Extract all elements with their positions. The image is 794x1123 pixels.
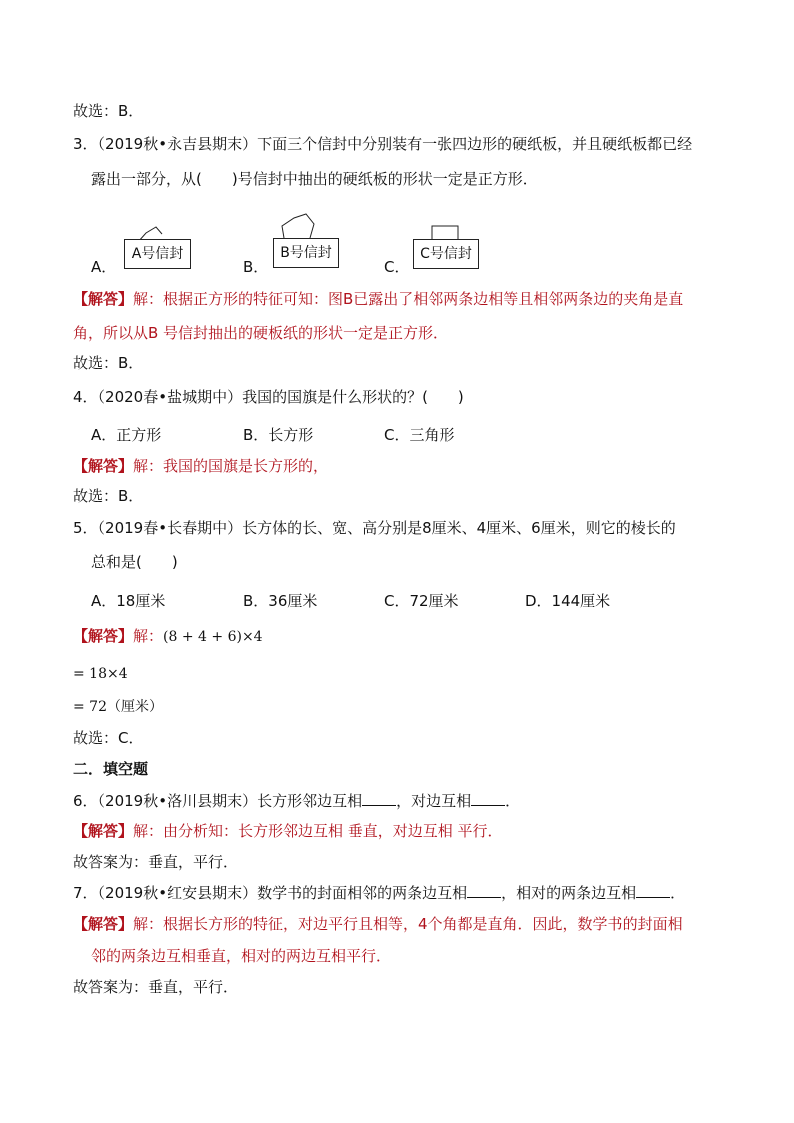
q3-option-a-label: A． bbox=[91, 258, 117, 276]
q7-blank-1[interactable] bbox=[467, 883, 501, 898]
answer-tag: 【解答】 bbox=[73, 627, 134, 645]
q5-stem-line1: 5．（2019春•长春期中）长方体的长、宽、高分别是8厘米、4厘米、6厘米，则它的棱长的 bbox=[73, 519, 676, 537]
q7-blank-2[interactable] bbox=[636, 883, 670, 898]
envelope-c-label: C号信封 bbox=[420, 246, 472, 262]
q5-stem-line2: 总和是( ) bbox=[91, 553, 178, 571]
q7-answer-line2: 邻的两条边互相垂直，相对的两边互相平行． bbox=[91, 947, 392, 965]
q6-conclusion: 故答案为：垂直，平行． bbox=[73, 853, 239, 871]
envelope-b-label: B号信封 bbox=[280, 245, 332, 261]
q3-conclusion: 故选：B． bbox=[73, 354, 144, 372]
q2-conclusion: 故选：B． bbox=[73, 102, 144, 120]
q3-stem-line1: 3．（2019秋•永吉县期末）下面三个信封中分别装有一张四边形的硬纸板，并且硬纸板都已经 bbox=[73, 135, 693, 153]
answer-tag: 【解答】 bbox=[73, 457, 134, 475]
q7-conclusion: 故答案为：垂直，平行． bbox=[73, 978, 239, 996]
q5-calc3: = 72（厘米） bbox=[73, 699, 163, 715]
q3-answer-line2: 角，所以从B 号信封抽出的硬板纸的形状一定是正方形． bbox=[73, 324, 449, 342]
q4-option-c: C．三角形 bbox=[384, 426, 455, 444]
q4-stem: 4．（2020春•盐城期中）我国的国旗是什么形状的？( ) bbox=[73, 388, 464, 406]
envelope-c bbox=[413, 239, 479, 269]
q6-blank-1[interactable] bbox=[362, 791, 396, 806]
q6-stem: 6．（2019秋•洛川县期末）长方形邻边互相 ，对边互相 ． bbox=[73, 792, 521, 810]
q5-option-c: C．72厘米 bbox=[384, 592, 459, 610]
envelope-a bbox=[124, 239, 191, 269]
q4-option-b: B．长方形 bbox=[243, 426, 314, 444]
q5-option-d: D．144厘米 bbox=[525, 592, 611, 610]
answer-tag: 【解答】 bbox=[73, 822, 134, 840]
q5-option-a: A．18厘米 bbox=[91, 592, 166, 610]
envelope-a-label: A号信封 bbox=[131, 246, 184, 262]
envelope-b bbox=[273, 238, 339, 268]
answer-tag: 【解答】 bbox=[73, 290, 134, 308]
q5-calc2: = 18×4 bbox=[73, 666, 128, 682]
q3-stem-line2: 露出一部分，从( )号信封中抽出的硬纸板的形状一定是正方形． bbox=[91, 170, 538, 188]
q3-option-c-label: C． bbox=[384, 258, 410, 276]
q4-option-a: A．正方形 bbox=[91, 426, 162, 444]
q4-conclusion: 故选：B． bbox=[73, 487, 144, 505]
q6-answer: 【解答】解：由分析知：长方形邻边互相 垂直，对边互相 平行． bbox=[73, 822, 503, 840]
q3-option-b-label: B． bbox=[243, 258, 269, 276]
q7-stem: 7．（2019秋•红安县期末）数学书的封面相邻的两条边互相 ，相对的两条边互相 ． bbox=[73, 884, 686, 902]
q5-answer: 【解答】解：(8 + 4 + 6)×4 bbox=[73, 627, 263, 645]
q5-calc1: (8 + 4 + 6)×4 bbox=[163, 629, 263, 645]
section-title-fill-blank: 二．填空题 bbox=[73, 760, 149, 778]
q4-answer: 【解答】解：我国的国旗是长方形的， bbox=[73, 457, 329, 475]
q5-option-b: B．36厘米 bbox=[243, 592, 318, 610]
q7-answer-line1: 【解答】解：根据长方形的特征，对边平行且相等，4个角都是直角．因此，数学书的封面相 bbox=[73, 915, 683, 933]
answer-tag: 【解答】 bbox=[73, 915, 134, 933]
q5-conclusion: 故选：C． bbox=[73, 729, 144, 747]
q6-blank-2[interactable] bbox=[471, 791, 505, 806]
q3-answer-line1: 【解答】解：根据正方形的特征可知：图B已露出了相邻两条边相等且相邻两条边的夹角是直 bbox=[73, 290, 684, 308]
